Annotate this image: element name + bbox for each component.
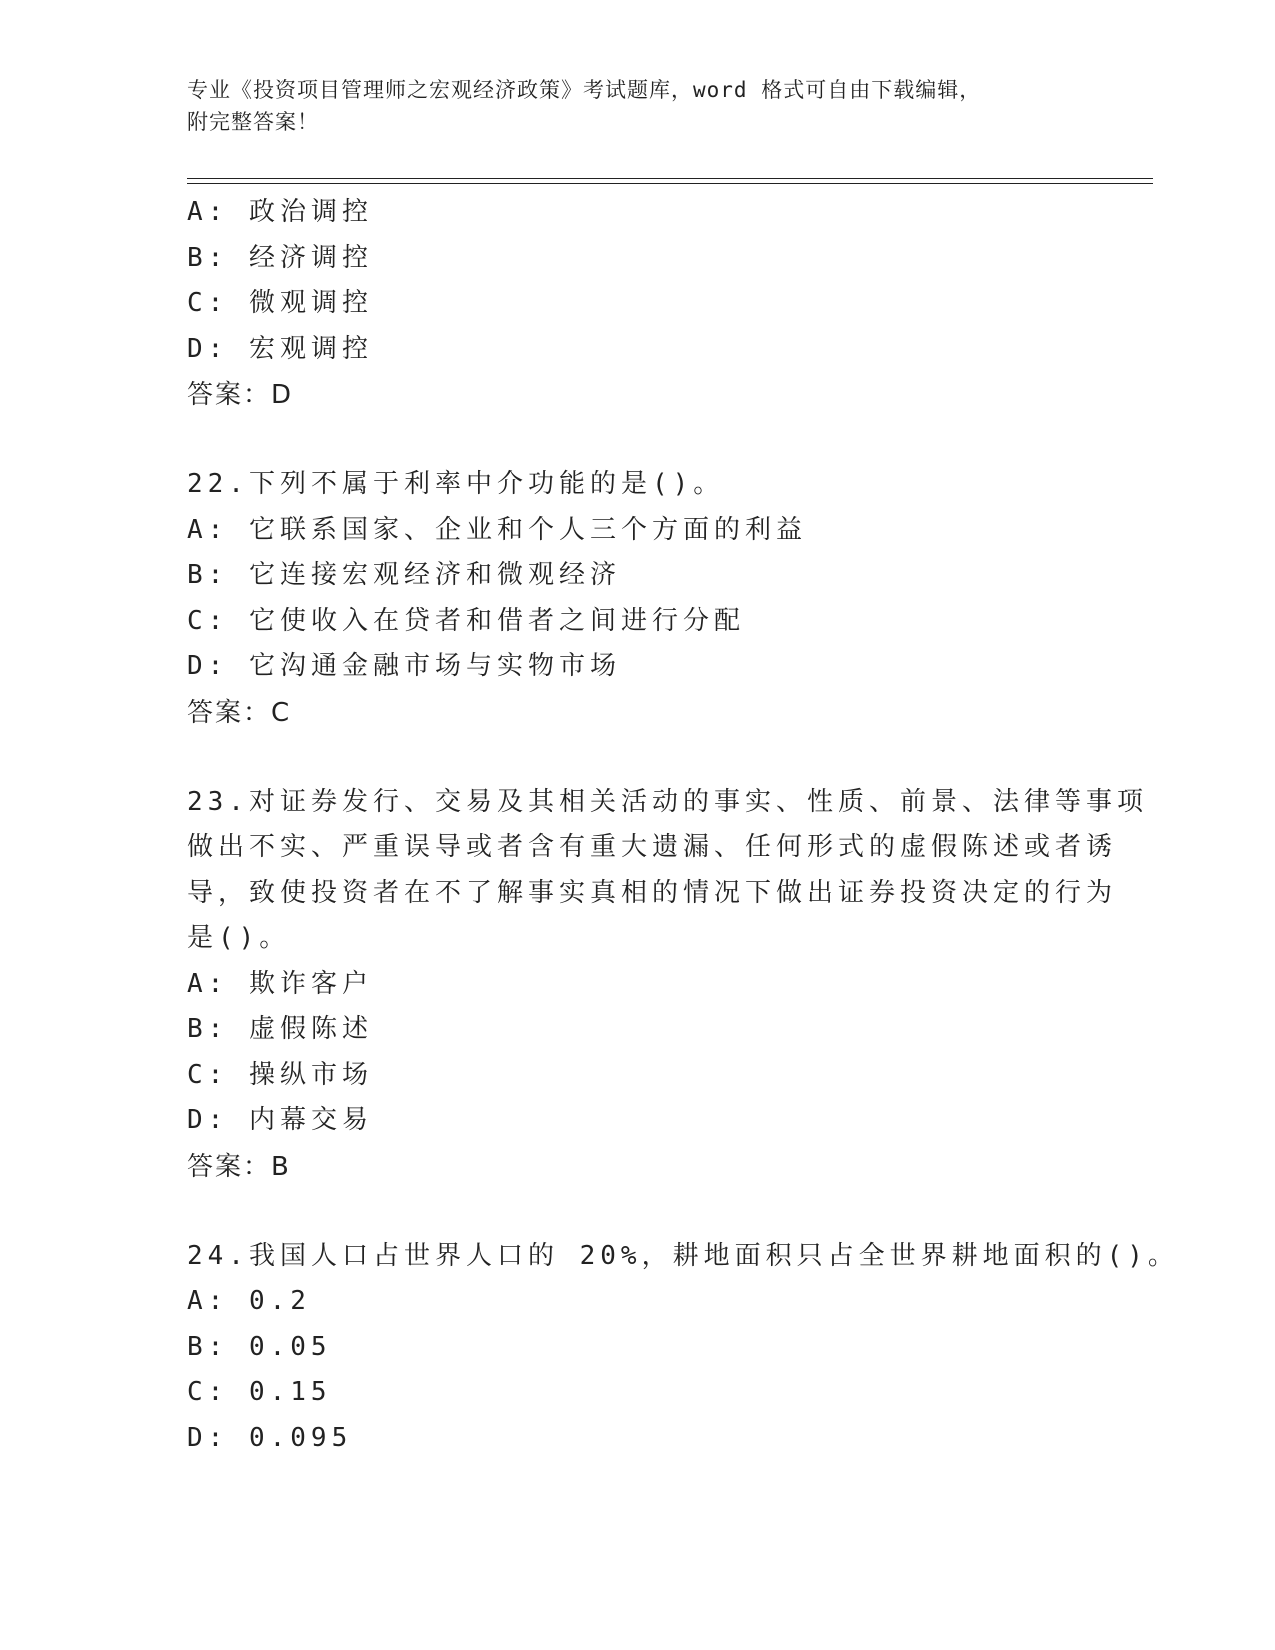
question-stem-line-2: 做出不实、严重误导或者含有重大遗漏、任何形式的虚假陈述或者诱 bbox=[187, 832, 1118, 862]
option-d: D: 内幕交易 bbox=[187, 1105, 373, 1135]
option-b: B: 0.05 bbox=[187, 1331, 332, 1362]
option-c: C: 0.15 bbox=[187, 1377, 332, 1407]
question-21 bbox=[187, 190, 1087, 418]
option-a: A: 欺诈客户 bbox=[187, 968, 373, 999]
question-stem-line-3: 导，致使投资者在不了解事实真相的情况下做出证券投资决定的行为 bbox=[187, 877, 1118, 908]
option-a: A: 0.2 bbox=[187, 1286, 311, 1316]
option-b: B: 虚假陈述 bbox=[187, 1014, 373, 1044]
option-d: D: 它沟通金融市场与实物市场 bbox=[187, 651, 621, 681]
header-divider-bottom bbox=[187, 183, 1153, 184]
question-spacer bbox=[187, 418, 1087, 462]
question-spacer bbox=[187, 736, 1087, 780]
header-title-line-2: 附完整答案！ bbox=[187, 110, 319, 134]
question-stem-line-1: 23.对证券发行、交易及其相关活动的事实、性质、前景、法律等事项 bbox=[187, 786, 1148, 817]
option-c: C: 微观调控 bbox=[187, 288, 373, 318]
question-22 bbox=[187, 462, 1087, 736]
answer-line: 答案：B bbox=[187, 1151, 291, 1182]
option-b: B: 经济调控 bbox=[187, 242, 373, 273]
header-title-line-1: 专业《投资项目管理师之宏观经济政策》考试题库，word 格式可自由下载编辑， bbox=[187, 78, 982, 102]
option-d: D: 宏观调控 bbox=[187, 333, 373, 364]
option-c: C: 它使收入在贷者和借者之间进行分配 bbox=[187, 605, 745, 636]
option-d: D: 0.095 bbox=[187, 1422, 353, 1453]
question-23 bbox=[187, 780, 1148, 1190]
answer-line: 答案：D bbox=[187, 380, 294, 410]
question-stem: 22.下列不属于利率中介功能的是()。 bbox=[187, 469, 725, 499]
option-c: C: 操纵市场 bbox=[187, 1059, 373, 1090]
option-b: B: 它连接宏观经济和微观经济 bbox=[187, 560, 621, 590]
header-divider-top bbox=[187, 178, 1153, 179]
answer-line: 答案：C bbox=[187, 697, 292, 728]
question-stem: 24.我国人口占世界人口的 20%，耕地面积只占全世界耕地面积的()。 bbox=[187, 1240, 1179, 1271]
option-a: A: 它联系国家、企业和个人三个方面的利益 bbox=[187, 514, 807, 545]
question-list bbox=[187, 190, 1179, 1461]
question-spacer bbox=[187, 1190, 1087, 1234]
question-stem-line-4: 是()。 bbox=[187, 923, 291, 953]
document-header bbox=[187, 74, 1087, 138]
option-a: A: 政治调控 bbox=[187, 197, 373, 227]
question-24 bbox=[187, 1234, 1179, 1462]
